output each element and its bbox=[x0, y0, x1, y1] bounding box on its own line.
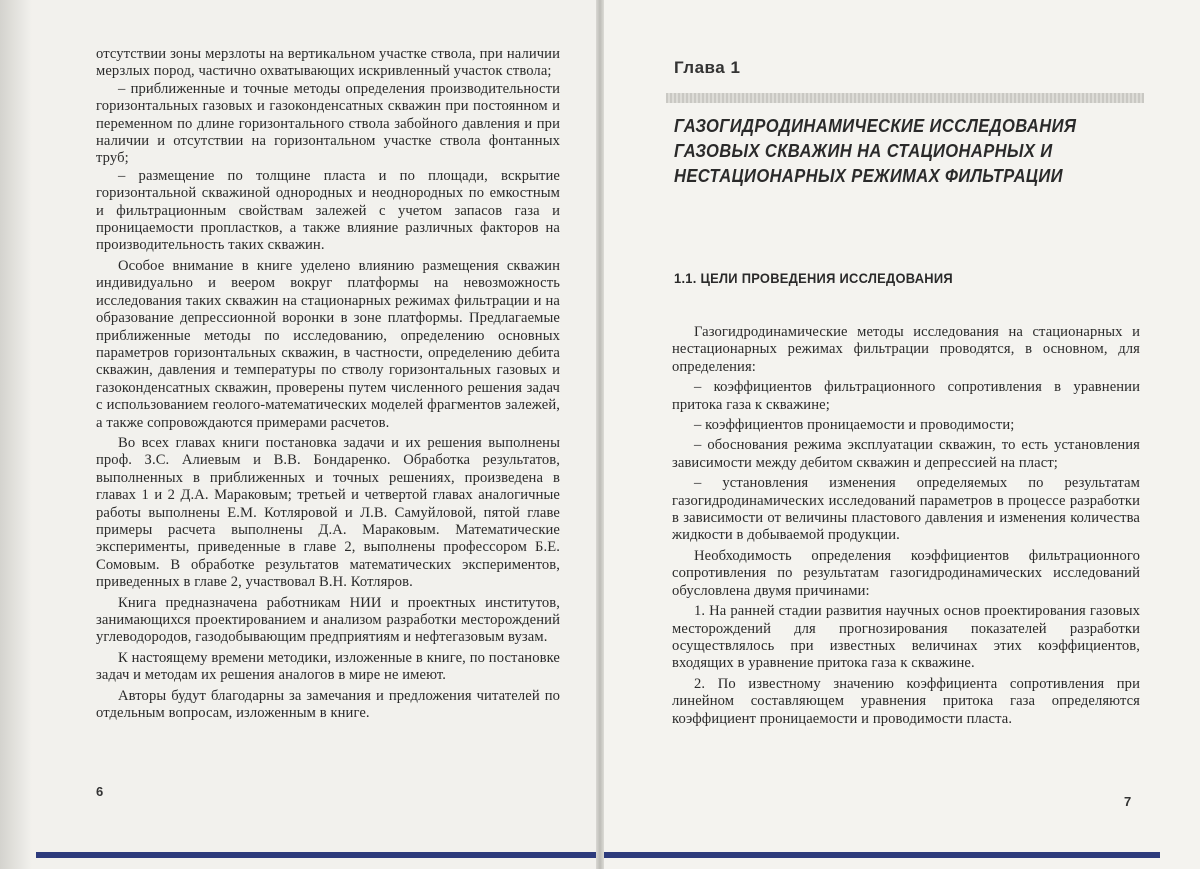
book-gutter bbox=[596, 0, 604, 869]
paragraph: – приближенные и точные методы определения производительности горизонтальных газовых и газоконденсатных скважин при постоянном и переменном по длине горизонтального ствола забойного давления и при наличии и отсутствии на горизонтальном участке ствола фонтанных труб; bbox=[96, 80, 560, 167]
paragraph: Газогидродинамические методы исследования на стационарных и нестационарных режимах фильтрации проводятся, в основном, для определения: bbox=[672, 324, 1140, 375]
paragraph: – коэффициентов проницаемости и проводимости; bbox=[694, 417, 1015, 434]
section-title: 1.1. ЦЕЛИ ПРОВЕДЕНИЯ ИССЛЕДОВАНИЯ bbox=[674, 270, 953, 286]
right-body-text bbox=[672, 324, 1140, 728]
page-number: 7 bbox=[1124, 794, 1132, 809]
chapter-label: Глава 1 bbox=[674, 58, 741, 77]
paragraph: отсутствии зоны мерзлоты на вертикальном участке ствола, при наличии мерзлых пород, частично охватывающих искривленный участок ствола; bbox=[96, 46, 560, 80]
paragraph: – коэффициентов фильтрационного сопротивления в уравнении притока газа к скважине; bbox=[672, 379, 1140, 413]
paragraph: Во всех главах книги постановка задачи и их решения выполнены проф. З.С. Алиевым и В.В. Бондаренко. Обработка результатов, выполненных в приближенных и точных решениях, произведена в главах 1 и 2 Д.А. Мараковым; третьей и четвертой главах аналогичные работы выполнены Е.М. Котляровой и Л.В. Самуйловой, пятой главе примеры расчета выполнены Д.А. Мараковым. Математические эксперименты, приведенные в главе 2, выполнены профессором Б.Е. Сомовым. В обработке результатов математических экспериментов, приведенных в главе 2, участвовал В.Н. Котляров. bbox=[96, 434, 560, 591]
left-page bbox=[0, 0, 596, 869]
paragraph: 1. На ранней стадии развития научных основ проектирования газовых месторождений для прогнозирования показателей разработки осуществлялось при известных величинах этих коэффициентов, входящих в уравнение притока газа к скважине. bbox=[672, 603, 1140, 672]
paragraph: Авторы будут благодарны за замечания и предложения читателей по отдельным вопросам, изложенным в книге. bbox=[96, 687, 560, 722]
paragraph: – размещение по толщине пласта и по площади, вскрытие горизонтальной скважиной однородных и неоднородных по емкостным и фильтрационным свойствам залежей с учетом запасов газа и проницаемости пропластков, а также влияние различных факторов на производительность таких скважин. bbox=[96, 167, 560, 254]
paragraph: 2. По известному значению коэффициента сопротивления при линейном составляющем уравнения притока газа определяются коэффициент проницаемости и проводимости пласта. bbox=[672, 675, 1140, 727]
chapter-title: ГАЗОГИДРОДИНАМИЧЕСКИЕ ИССЛЕДОВАНИЯ ГАЗОВЫХ СКВАЖИН НА СТАЦИОНАРНЫХ И НЕСТАЦИОНАРНЫХ РЕЖИМАХ ФИЛЬТРАЦИИ bbox=[674, 116, 1077, 186]
bottom-rule bbox=[604, 852, 1160, 858]
page-edge-shadow bbox=[0, 0, 32, 869]
paragraph: – установления изменения определяемых по результатам газогидродинамических исследований параметров в процессе разработки в зависимости от величины пластового давления и изменения количества жидкости в добываемой продукции. bbox=[672, 475, 1140, 544]
paragraph: – обоснования режима эксплуатации скважин, то есть установления зависимости между дебитом скважин и депрессией на пласт; bbox=[672, 437, 1140, 471]
right-page bbox=[604, 0, 1200, 869]
paragraph: К настоящему времени методики, изложенные в книге, по постановке задач и методам их решения аналогов в мире не имеют. bbox=[96, 649, 560, 684]
paragraph: Книга предназначена работникам НИИ и проектных институтов, занимающихся проектированием и анализом разработки месторождений углеводородов, газодобывающим предприятиям и нефтегазовым вузам. bbox=[96, 594, 560, 646]
paragraph: Особое внимание в книге уделено влиянию размещения скважин индивидуально и веером вокруг платформы на невозможность исследования таких скважин на стационарных режимах фильтрации и на образование депрессионной воронки в зоне платформы. Предлагаемые приближенные методы по исследованию, определению основных параметров горизонтальных скважин, в частности, определению дебита скважин, давления и температуры по стволу горизонтальных газовых и газоконденсатных скважин, проверены путем численного решения задач с использованием геолого-математических моделей фрагментов залежей, а также сопровождаются примерами расчетов. bbox=[96, 257, 560, 431]
bottom-rule bbox=[36, 852, 596, 858]
left-body-text bbox=[96, 46, 560, 722]
paragraph: Необходимость определения коэффициентов фильтрационного сопротивления по результатам газогидродинамических исследований обусловлена двумя причинами: bbox=[672, 547, 1140, 599]
chapter-divider bbox=[666, 93, 1144, 103]
page-number: 6 bbox=[96, 784, 104, 799]
